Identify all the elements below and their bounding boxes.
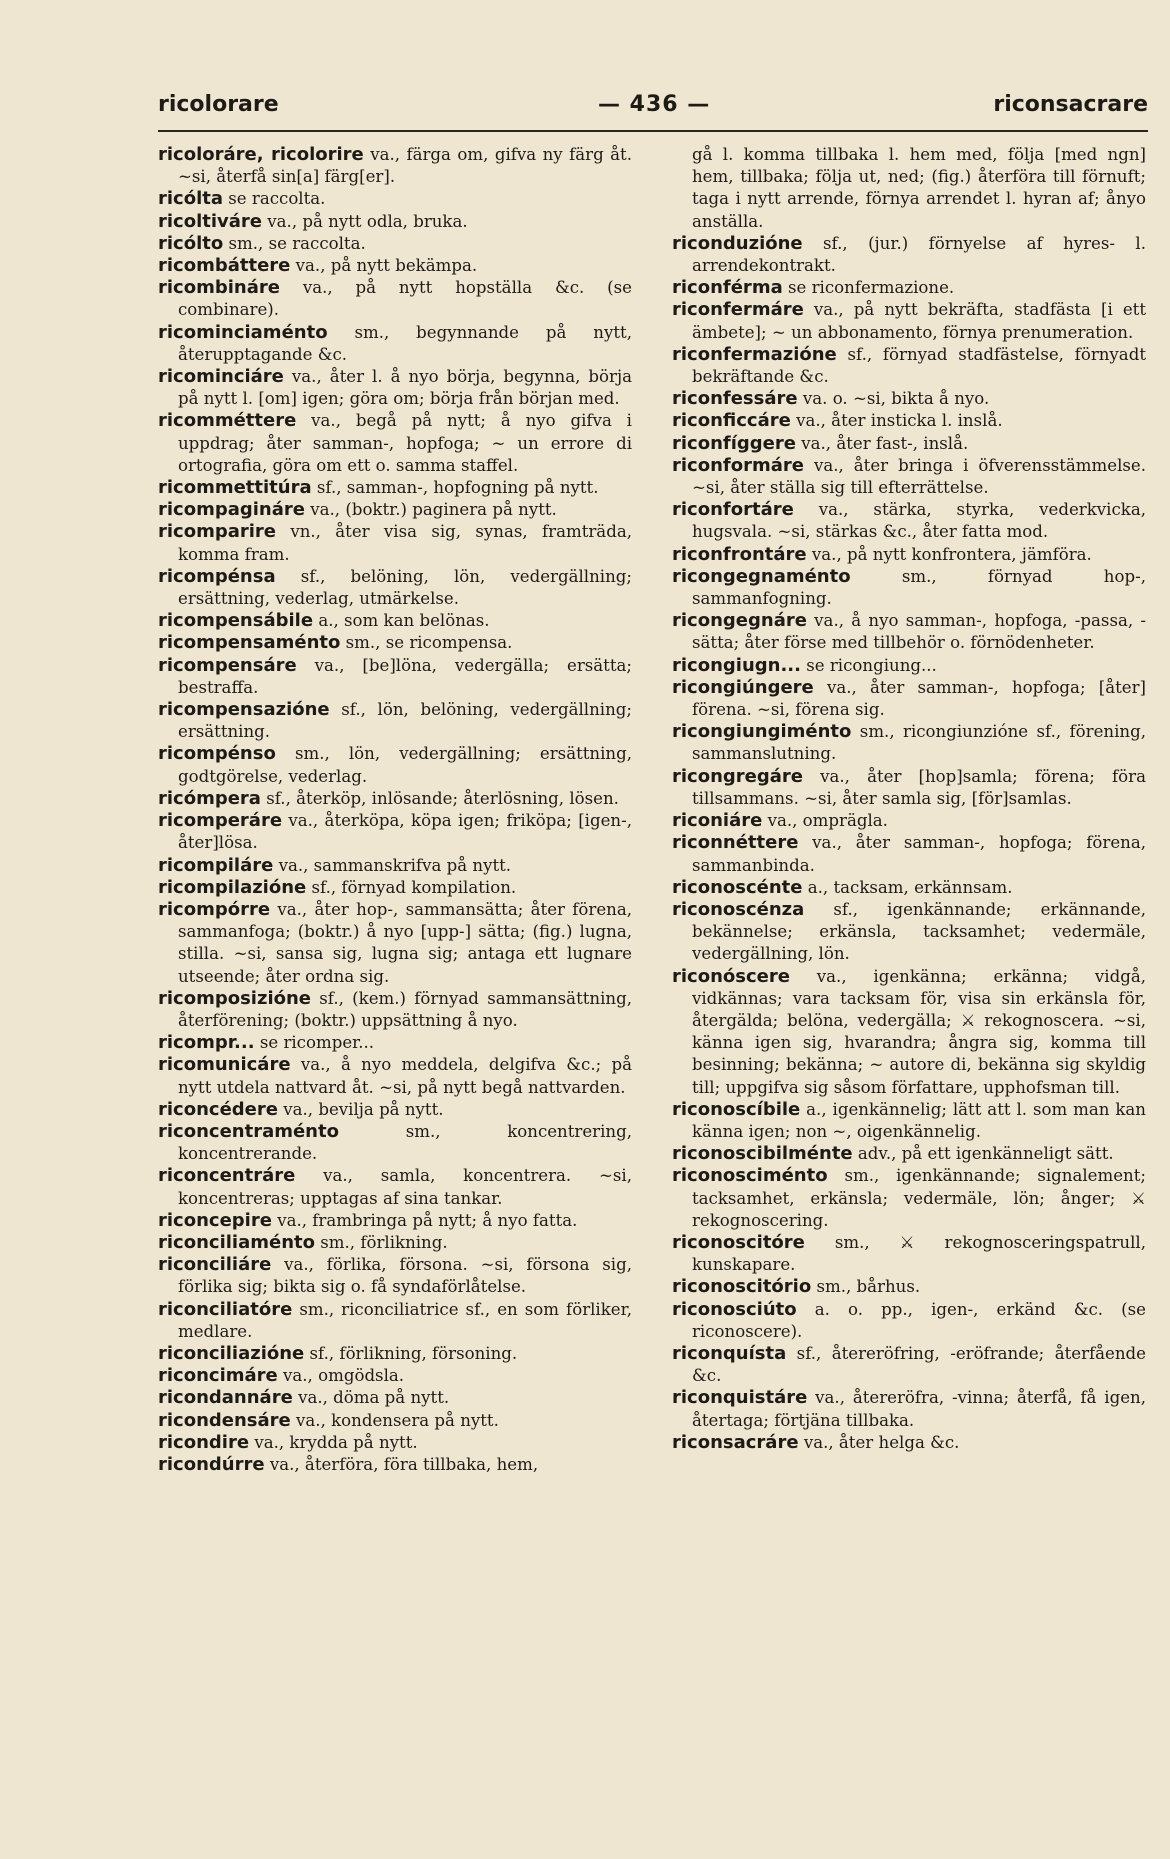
entry-definition: sf., förnyad stadfästelse, förnyadt bekräftande &c. xyxy=(692,344,1146,387)
entry-headword: ricompórre xyxy=(158,898,271,920)
entry-headword: riconfíggere xyxy=(672,432,796,454)
dictionary-entry xyxy=(672,1432,1146,1454)
entry-definition: va., igenkänna; erkänna; vidgå, vidkännas; vara tacksam för, visa sin erkänsla för, återgälda; belöna, vedergälla; ⚔ rekognoscera. ~si, känna igen sig, hvarandra; ångra sig, komma till besinning; bekänna; ~ autore di, bekänna sig skyldig till; uppgifva sig såsom författare, upphofsman till. xyxy=(692,966,1146,1097)
entry-headword: ricondire xyxy=(158,1431,250,1453)
dictionary-entry xyxy=(672,1276,1146,1298)
entry-definition: va., åter samman-, hopfoga; [åter] förena. ~si, förena sig. xyxy=(692,677,1146,720)
entry-definition: sm., se raccolta. xyxy=(223,233,366,253)
entry-headword: riconfermáre xyxy=(672,299,804,321)
entry-headword: ricompénsa xyxy=(158,565,276,587)
entry-definition: va., återföra, föra tillbaka, hem, xyxy=(264,1454,539,1474)
entry-headword: ricompensaménto xyxy=(158,632,341,654)
entry-definition: va., [be]löna, vedergälla; ersätta; bestraffa. xyxy=(178,655,632,697)
dictionary-entry xyxy=(672,566,1146,610)
dictionary-entry xyxy=(158,410,632,477)
entry-headword: riconficcáre xyxy=(672,410,791,432)
dictionary-entry xyxy=(158,1299,632,1343)
entry-headword: riconfortáre xyxy=(672,499,794,521)
dictionary-entry xyxy=(158,877,632,899)
dictionary-entry xyxy=(672,766,1146,810)
entry-definition: va., omprägla. xyxy=(762,811,888,831)
dictionary-entry xyxy=(158,899,632,988)
dictionary-entry xyxy=(672,899,1146,966)
entry-headword: riconciliatóre xyxy=(158,1298,293,1320)
entry-definition: sf., (jur.) förnyelse af hyres- l. arrendekontrakt. xyxy=(692,233,1146,276)
entry-definition: va., återköpa, köpa igen; friköpa; [igen-, åter]lösa. xyxy=(178,811,632,853)
entry-definition: va., å nyo meddela, delgifva &c.; på nytt utdela nattvard åt. ~si, på nytt begå nattvarden. xyxy=(178,1055,632,1097)
entry-definition: a. o. pp., igen-, erkänd &c. (se riconoscere). xyxy=(692,1299,1146,1341)
entry-definition: va., åter fast-, inslå. xyxy=(795,433,969,453)
entry-headword: ricongegnáre xyxy=(672,610,807,632)
entry-definition: va., sammanskrifva på nytt. xyxy=(273,855,512,875)
entry-definition: se ricomper... xyxy=(254,1033,375,1053)
entry-headword: ricólta xyxy=(158,188,224,210)
entry-headword: ricompagináre xyxy=(158,499,305,521)
dictionary-entry xyxy=(672,1299,1146,1343)
dictionary-entry xyxy=(158,1099,632,1121)
entry-headword: ricombáttere xyxy=(158,255,291,277)
entry-headword: riconcimáre xyxy=(158,1365,278,1387)
page-number: — 436 — xyxy=(598,92,711,117)
dictionary-entry xyxy=(672,810,1146,832)
entry-definition: sf., förnyad kompilation. xyxy=(306,877,517,897)
entry-definition: va., åter hop-, sammansätta; åter förena, sammanfoga; (boktr.) å nyo [upp-] sätta; (fig.) lugna, stilla. ~si, sansa sig, lugna sig; antaga ett lugnare utseende; åter ordna sig. xyxy=(178,899,632,986)
dictionary-entry xyxy=(158,655,632,699)
entry-definition: a., som kan belönas. xyxy=(313,611,490,631)
dictionary-entry xyxy=(158,1232,632,1254)
dictionary-entry xyxy=(672,1232,1146,1276)
entry-headword: riconcepire xyxy=(158,1209,272,1231)
entry-headword: riconfrontáre xyxy=(672,543,807,565)
entry-definition: adv., på ett igenkänneligt sätt. xyxy=(852,1144,1114,1164)
dictionary-entry xyxy=(158,477,632,499)
dictionary-entry xyxy=(672,1099,1146,1143)
entry-headword: ricombináre xyxy=(158,277,280,299)
entry-headword: riconosciúto xyxy=(672,1298,797,1320)
entry-definition: sm., igenkännande; signalement; tacksamhet, erkänsla; vedermäle, lön; ånger; ⚔ rekognoscering. xyxy=(692,1166,1146,1230)
dictionary-entry xyxy=(158,810,632,854)
dictionary-entry xyxy=(158,521,632,565)
dictionary-entry xyxy=(672,410,1146,432)
entry-definition: sm., förnyad hop-, sammanfogning. xyxy=(692,566,1146,609)
dictionary-entry xyxy=(672,233,1146,277)
entry-definition: sm., riconciliatrice sf., en som förliker, medlare. xyxy=(178,1299,632,1341)
entry-definition: va., stärka, styrka, vederkvicka, hugsvala. ~si, stärkas &c., åter fatta mod. xyxy=(692,500,1146,542)
entry-headword: riconoscitóre xyxy=(672,1231,805,1253)
dictionary-entry xyxy=(672,966,1146,1099)
dictionary-entry xyxy=(672,433,1146,455)
entry-headword: ricompensazióne xyxy=(158,699,330,721)
entry-definition: sm., lön, vedergällning; ersättning, godtgörelse, vederlag. xyxy=(178,744,632,786)
entry-definition: sm., ricongiunzióne sf., förening, sammanslutning. xyxy=(692,722,1146,764)
entry-definition: va., åter insticka l. inslå. xyxy=(790,411,1003,431)
entry-definition: va., å nyo samman-, hopfoga, -passa, -sätta; åter förse med tillbehör o. förnödenheter. xyxy=(692,611,1146,653)
entry-headword: ricondannáre xyxy=(158,1387,293,1409)
entry-definition: sm., förlikning. xyxy=(314,1232,448,1252)
dictionary-entry xyxy=(158,1387,632,1409)
entry-definition: va., på nytt konfrontera, jämföra. xyxy=(806,544,1092,564)
entry-headword: ricoloráre, ricolorire xyxy=(158,144,364,165)
dictionary-entry xyxy=(672,455,1146,499)
entry-definition: va., döma på nytt. xyxy=(292,1388,450,1408)
entry-headword: ricompensáre xyxy=(158,654,297,676)
entry-headword: ricomparire xyxy=(158,521,277,543)
entry-headword: riconosciménto xyxy=(672,1165,828,1187)
entry-headword: ricompr... xyxy=(158,1032,255,1054)
entry-definition: va., på nytt bekämpa. xyxy=(290,256,478,276)
entry-definition: va., bevilja på nytt. xyxy=(277,1099,444,1119)
dictionary-entry xyxy=(158,855,632,877)
entry-definition: sf., belöning, lön, vedergällning; ersättning, vederlag, utmärkelse. xyxy=(178,566,632,609)
entry-definition: a., tacksam, erkännsam. xyxy=(802,877,1013,897)
dictionary-entry xyxy=(672,832,1146,876)
entry-definition: va., kondensera på nytt. xyxy=(290,1410,499,1430)
dictionary-entry xyxy=(158,743,632,787)
right-column xyxy=(672,144,1146,1454)
entry-headword: riconfermazióne xyxy=(672,343,837,365)
entry-definition: sm., bårhus. xyxy=(811,1277,921,1297)
dictionary-entry xyxy=(158,610,632,632)
dictionary-entry xyxy=(672,344,1146,388)
entry-headword: riconférma xyxy=(672,277,783,299)
dictionary-entry xyxy=(672,610,1146,654)
dictionary-entry xyxy=(672,877,1146,899)
entry-headword: riconoscíbile xyxy=(672,1098,801,1120)
entry-definition: va., åter bringa i öfverensstämmelse. ~si, åter ställa sig till efterrättelse. xyxy=(692,455,1146,498)
header-left-guideword: ricolorare xyxy=(158,92,279,117)
entry-headword: riconóscere xyxy=(672,965,790,987)
entry-definition: sf., samman-, hopfogning på nytt. xyxy=(311,478,599,498)
entry-headword: ricommettitúra xyxy=(158,477,312,499)
dictionary-entry xyxy=(158,233,632,255)
dictionary-entry xyxy=(158,1343,632,1365)
dictionary-entry xyxy=(158,255,632,277)
entry-headword: riconduzióne xyxy=(672,232,803,254)
entry-definition: sf., återköp, inlösande; återlösning, lösen. xyxy=(260,788,619,808)
entry-headword: ricongegnaménto xyxy=(672,565,851,587)
entry-definition: va., åter helga &c. xyxy=(798,1432,960,1452)
entry-headword: ricompensábile xyxy=(158,610,314,632)
entry-headword: ricomposizióne xyxy=(158,987,312,1009)
entry-headword: ricondensáre xyxy=(158,1409,291,1431)
entry-headword: ricólto xyxy=(158,232,224,254)
entry-definition: va., (boktr.) paginera på nytt. xyxy=(304,500,557,520)
entry-headword: riconfessáre xyxy=(672,388,798,410)
entry-definition: sm., begynnande på nytt, återupptagande &c. xyxy=(178,322,632,364)
dictionary-entry xyxy=(672,544,1146,566)
entry-definition: sf., lön, belöning, vedergällning; ersättning. xyxy=(178,700,632,742)
entry-definition: va., på nytt bekräfta, stadfästa [i ett ämbete]; ~ un abbonamento, förnya prenumeration. xyxy=(692,300,1146,342)
entry-definition: va., åter samman-, hopfoga; förena, sammanbinda. xyxy=(692,833,1146,875)
entry-definition: sf., igenkännande; erkännande, bekännelse; erkänsla, tacksamhet; vedermäle, vedergällning, lön. xyxy=(692,899,1146,964)
header-right-guideword: riconsacrare xyxy=(993,92,1148,117)
entry-headword: riconoscitório xyxy=(672,1276,812,1298)
dictionary-entry xyxy=(158,566,632,610)
entry-headword: riconoscibilménte xyxy=(672,1143,853,1165)
dictionary-entry xyxy=(672,499,1146,543)
entry-headword: ricomunicáre xyxy=(158,1054,291,1076)
entry-headword: riconcédere xyxy=(158,1098,278,1120)
dictionary-entry xyxy=(158,1254,632,1298)
entry-headword: riconciliazióne xyxy=(158,1342,305,1364)
entry-headword: ricongiugn... xyxy=(672,654,801,676)
dictionary-entry xyxy=(158,1454,632,1476)
entry-headword: ricongiungiménto xyxy=(672,721,852,743)
dictionary-entry xyxy=(672,1387,1146,1431)
dictionary-entry xyxy=(672,299,1146,343)
entry-headword: riconnéttere xyxy=(672,832,799,854)
entry-headword: ricongregáre xyxy=(672,765,803,787)
entry-definition: va. o. ~si, bikta å nyo. xyxy=(797,389,990,409)
dictionary-entry xyxy=(672,655,1146,677)
entry-definition: va., åter [hop]samla; förena; föra tillsammans. ~si, åter samla sig, [för]samlas. xyxy=(692,766,1146,808)
entry-definition: sm., ⚔ rekognosceringspatrull, kunskapare. xyxy=(692,1232,1146,1275)
entry-headword: ricondúrre xyxy=(158,1453,265,1475)
dictionary-entry xyxy=(158,632,632,654)
entry-definition: va., omgödsla. xyxy=(277,1366,405,1386)
entry-definition: sf., återeröfring, -eröfrande; återfående &c. xyxy=(692,1343,1146,1386)
dictionary-entry xyxy=(158,366,632,410)
entry-definition: va., samla, koncentrera. ~si, koncentreras; upptagas af sina tankar. xyxy=(178,1166,632,1208)
dictionary-entry xyxy=(158,988,632,1032)
dictionary-entry xyxy=(672,277,1146,299)
dictionary-entry xyxy=(672,721,1146,765)
entry-headword: ricongiúngere xyxy=(672,676,814,698)
entry-headword: riconsacráre xyxy=(672,1431,799,1453)
entry-headword: ricominciáre xyxy=(158,366,284,388)
entry-definition: sm., se ricompensa. xyxy=(340,633,513,653)
entry-definition: a., igenkännelig; lätt att l. som man kan känna igen; non ~, oigenkännelig. xyxy=(692,1099,1146,1141)
dictionary-entry xyxy=(158,1054,632,1098)
entry-headword: ricómpera xyxy=(158,787,261,809)
left-column xyxy=(158,144,632,1476)
entry-headword: riconquísta xyxy=(672,1342,787,1364)
entry-definition: gå l. komma tillbaka l. hem med, följa [med ngn] hem, tillbaka; följa ut, ned; (fig.) återföra till förnuft; taga i nytt arrende, förnya arrendet l. hyran af; ånyo anställa. xyxy=(692,145,1146,231)
entry-headword: ricoltiváre xyxy=(158,210,262,232)
entry-definition: sf., (kem.) förnyad sammansättning, återförening; (boktr.) uppsättning å nyo. xyxy=(178,988,632,1030)
entry-definition: va., frambringa på nytt; å nyo fatta. xyxy=(271,1210,578,1230)
dictionary-entry xyxy=(158,1121,632,1165)
entry-headword: ricompénso xyxy=(158,743,276,765)
dictionary-entry xyxy=(158,144,632,188)
dictionary-entry xyxy=(158,1032,632,1054)
dictionary-entry xyxy=(672,1343,1146,1387)
entry-headword: ricomméttere xyxy=(158,410,297,432)
dictionary-entry xyxy=(158,1432,632,1454)
entry-headword: riconoscénte xyxy=(672,876,803,898)
dictionary-entry xyxy=(158,277,632,321)
entry-definition: va., förlika, försona. ~si, försona sig, förlika sig; bikta sig o. få syndaförlåtelse. xyxy=(178,1255,632,1297)
entry-definition: va., återeröfra, -vinna; återfå, få igen, återtaga; förtjäna tillbaka. xyxy=(692,1388,1146,1430)
entry-definition: sf., förlikning, försoning. xyxy=(304,1343,518,1363)
dictionary-entry xyxy=(158,1165,632,1209)
entry-headword: ricominciaménto xyxy=(158,321,328,343)
header-rule xyxy=(158,130,1148,132)
entry-headword: ricompiláre xyxy=(158,854,274,876)
dictionary-entry xyxy=(158,788,632,810)
entry-headword: riconquistáre xyxy=(672,1387,808,1409)
entry-definition: va., på nytt odla, bruka. xyxy=(262,211,468,231)
entry-definition: va., krydda på nytt. xyxy=(249,1432,418,1452)
dictionary-entry xyxy=(158,1210,632,1232)
entry-definition: se raccolta. xyxy=(223,189,326,209)
entry-definition: sm., koncentrering, koncentrerande. xyxy=(178,1121,632,1164)
entry-definition: va., begå på nytt; å nyo gifva i uppdrag; åter samman-, hopfoga; ~ un errore di ortografia, göra om ett o. samma staffel. xyxy=(178,411,632,475)
entry-headword: riconciliáre xyxy=(158,1254,272,1276)
entry-definition: se ricongiung... xyxy=(800,655,937,675)
entry-headword: riconcentraménto xyxy=(158,1120,339,1142)
entry-definition: va., på nytt hopställa &c. (se combinare). xyxy=(178,278,632,320)
dictionary-entry xyxy=(158,1410,632,1432)
entry-headword: riconcentráre xyxy=(158,1165,296,1187)
dictionary-entry xyxy=(158,499,632,521)
dictionary-entry xyxy=(158,1365,632,1387)
entry-definition: vn., åter visa sig, synas, framträda, komma fram. xyxy=(178,522,632,564)
dictionary-entry xyxy=(672,144,1146,233)
dictionary-entry xyxy=(158,211,632,233)
entry-headword: ricomperáre xyxy=(158,810,283,832)
entry-headword: ricompilazióne xyxy=(158,876,307,898)
dictionary-entry xyxy=(158,322,632,366)
entry-headword: riconciliaménto xyxy=(158,1231,315,1253)
dictionary-entry xyxy=(672,1165,1146,1232)
dictionary-entry xyxy=(158,699,632,743)
entry-definition: va., färga om, gifva ny färg åt. ~si, återfå sin[a] färg[er]. xyxy=(178,145,632,187)
dictionary-entry xyxy=(672,1143,1146,1165)
entry-definition: se riconfermazione. xyxy=(782,278,955,298)
dictionary-entry xyxy=(158,188,632,210)
entry-headword: riconformáre xyxy=(672,454,804,476)
page-header xyxy=(158,92,1148,122)
entry-headword: riconoscénza xyxy=(672,898,805,920)
dictionary-entry xyxy=(672,677,1146,721)
entry-definition: va., åter l. å nyo börja, begynna, börja på nytt l. [om] igen; göra om; börja från början med. xyxy=(178,367,632,409)
dictionary-entry xyxy=(672,388,1146,410)
entry-headword: riconiáre xyxy=(672,810,763,832)
